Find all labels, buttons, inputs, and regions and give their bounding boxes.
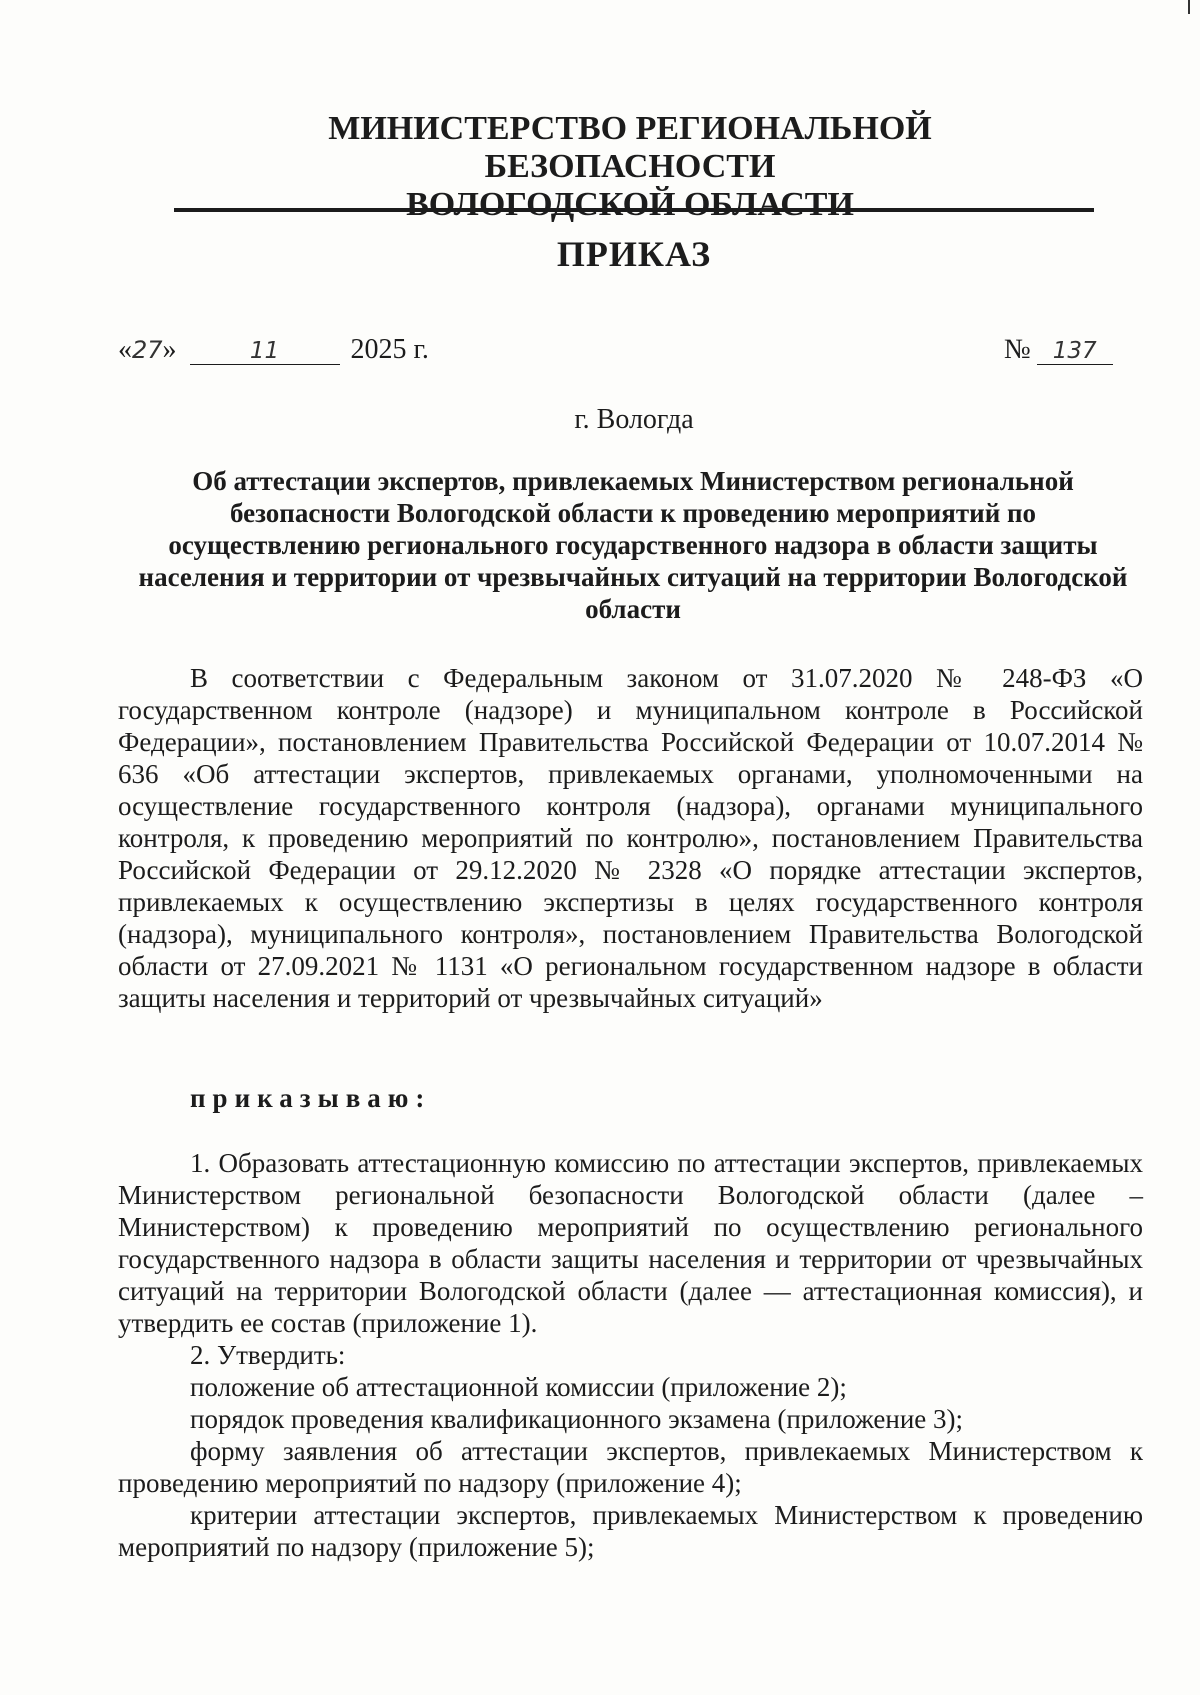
date-day: 27	[132, 336, 163, 364]
item-2-sub-1: положение об аттестационной комиссии (приложение 2);	[190, 1372, 847, 1402]
ministry-line-1: МИНИСТЕРСТВО РЕГИОНАЛЬНОЙ БЕЗОПАСНОСТИ	[328, 110, 932, 185]
number-label: №	[1004, 334, 1031, 365]
item-2-sub-2: порядок проведения квалификационного экзамена (приложение 3);	[190, 1404, 964, 1434]
order-title: Об аттестации экспертов, привлекаемых Министерством региональной безопасности Вологодской области к проведению мероприятий по осуществлению регионального государственного надзора в области защиты населения и территории от чрезвычайных ситуаций на территории Вологодской области	[138, 466, 1128, 624]
city: г. Вологда	[574, 404, 694, 435]
order-number	[1004, 334, 1113, 366]
number-value: 137	[1037, 338, 1113, 365]
item-1: 1. Образовать аттестационную комиссию по аттестации экспертов, привлекаемых Министерством региональной безопасности Вологодской области (далее – Министерством) к проведению мероприятий по осуществлению регионального государственного надзора в области защиты населения и территории от чрезвычайных ситуаций на территории Вологодской области (далее — аттестационная комиссия), и утвердить ее состав (приложение 1).	[118, 1148, 1143, 1338]
date-month: 11	[190, 338, 340, 365]
order-date	[118, 334, 429, 366]
preamble-paragraph: В соответствии с Федеральным законом от 31.07.2020 № 248-ФЗ «О государственном контроле (надзоре) и муниципальном контроле в Российской Федерации», постановлением Правительства Российской Федерации от 10.07.2014 № 636 «Об аттестации экспертов, привлекаемых органами, уполномоченными на осуществление государственного контроля (надзора), органами муниципального контроля, к проведению мероприятий по контролю», постановлением Правительства Российской Федерации от 29.12.2020 № 2328 «О порядке аттестации экспертов, привлекаемых к осуществлению экспертизы в целях государственного контроля (надзора), муниципального контроля», постановлением Правительства Вологодской области от 27.09.2021 № 1131 «О региональном государственном надзоре в области защиты населения и территорий от чрезвычайных ситуаций»	[118, 663, 1143, 1013]
ministry-line-2: ВОЛОГОДСКОЙ ОБЛАСТИ	[406, 186, 854, 223]
document-type: ПРИКАЗ	[556, 234, 712, 274]
item-2-sub-3: форму заявления об аттестации экспертов, привлекаемых Министерством к проведению мероприятий по надзору (приложение 4);	[118, 1436, 1143, 1498]
date-year: 2025 г.	[350, 334, 429, 365]
header-divider	[174, 208, 1094, 212]
item-2-sub-4: критерии аттестации экспертов, привлекаемых Министерством к проведению мероприятий по надзору (приложение 5);	[118, 1500, 1143, 1562]
item-2: 2. Утвердить:	[190, 1340, 346, 1370]
order-verb: приказываю:	[190, 1083, 432, 1113]
date-open-quote: «	[118, 334, 132, 365]
date-close-quote: »	[162, 334, 177, 365]
scan-edge-mark	[1188, 0, 1200, 14]
ministry-name	[180, 110, 1080, 224]
